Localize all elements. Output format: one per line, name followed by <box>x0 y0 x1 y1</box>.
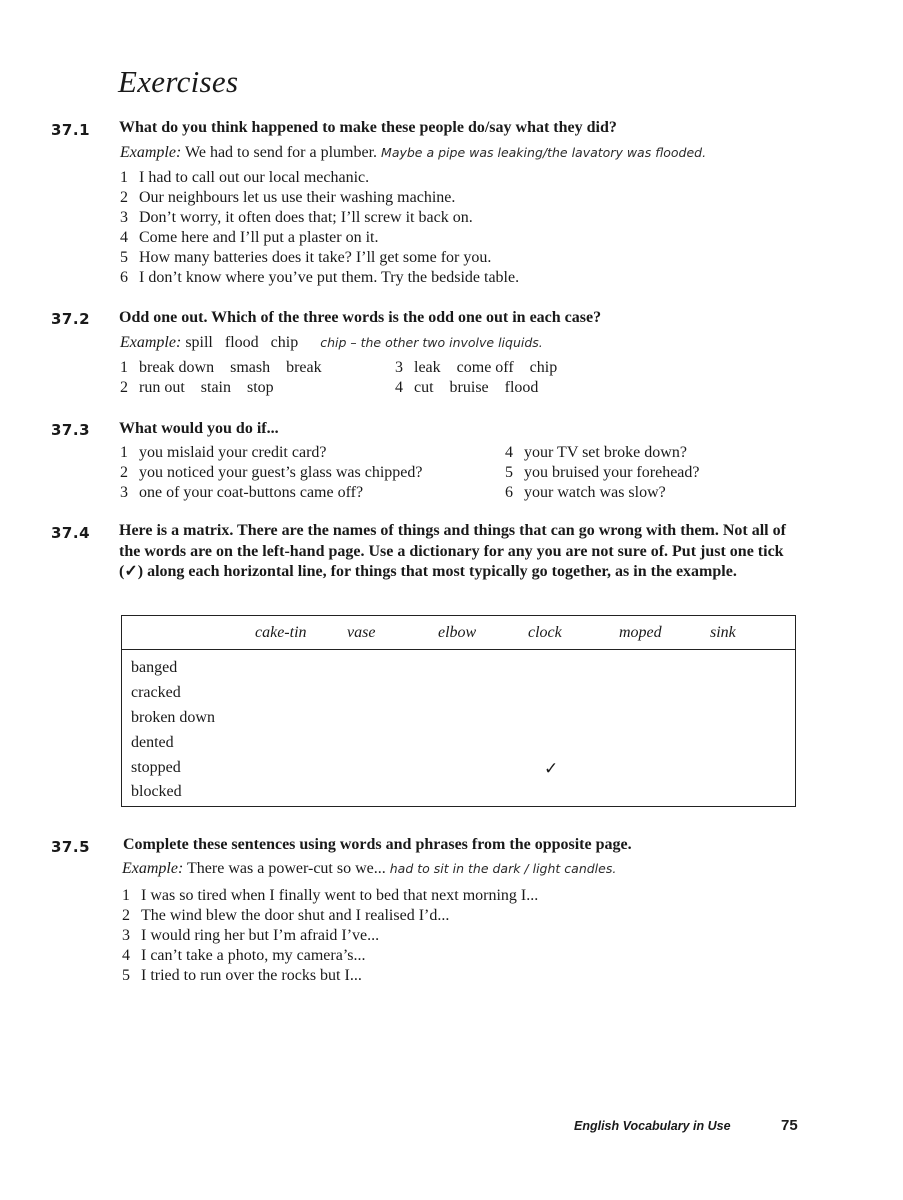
list-item: 2 you noticed your guest’s glass was chipped? <box>120 464 423 481</box>
exercise-list-right <box>505 443 700 503</box>
word-set: 4 cut bruise flood <box>395 379 539 396</box>
exercise-instruction: What do you think happened to make these people do/say what they did? <box>119 119 617 136</box>
list-item: 5 How many batteries does it take? I’ll get some for you. <box>120 249 492 266</box>
exercise-list <box>120 168 519 288</box>
example-label: Example: <box>122 860 184 877</box>
exercise-number: 37.1 <box>51 121 91 139</box>
exercise-instruction: Odd one out. Which of the three words is the odd one out in each case? <box>119 309 602 326</box>
example-label: Example: <box>120 334 182 351</box>
book-title: English Vocabulary in Use <box>574 1119 731 1133</box>
row-label: stopped <box>131 759 181 776</box>
example-answer: chip – the other two involve liquids. <box>320 335 543 350</box>
column-header: sink <box>710 624 736 641</box>
exercise-list-left <box>120 443 423 503</box>
list-item: 6 I don’t know where you’ve put them. Try the bedside table. <box>120 269 520 286</box>
list-item: 6 your watch was slow? <box>505 484 666 501</box>
row-label: banged <box>131 659 178 676</box>
example-label: Example: <box>120 144 182 161</box>
row-label: cracked <box>131 684 181 701</box>
list-item: 3 one of your coat-buttons came off? <box>120 484 364 501</box>
word-set: 1 break down smash break <box>120 359 322 376</box>
word-set: 3 leak come off chip <box>395 359 558 376</box>
list-item: 5 you bruised your forehead? <box>505 464 700 481</box>
example-line <box>122 860 616 878</box>
list-item: 2 The wind blew the door shut and I realised I’d... <box>122 907 450 924</box>
column-header: elbow <box>438 624 477 641</box>
example-answer: Maybe a pipe was leaking/the lavatory was flooded. <box>381 145 707 160</box>
list-item: 2 Our neighbours let us use their washing machine. <box>120 189 456 206</box>
row-label: dented <box>131 734 174 751</box>
exercise-number: 37.4 <box>51 524 91 542</box>
list-item: 5 I tried to run over the rocks but I... <box>122 967 362 984</box>
row-label: blocked <box>131 783 182 800</box>
list-item: 3 Don’t worry, it often does that; I’ll screw it back on. <box>120 209 473 226</box>
column-header: cake-tin <box>255 624 307 641</box>
tick-mark: ✓ <box>544 759 559 778</box>
list-item: 3 I would ring her but I’m afraid I’ve... <box>122 927 380 944</box>
example-text: We had to send for a plumber. <box>185 144 378 161</box>
example-answer: had to sit in the dark / light candles. <box>389 861 617 876</box>
column-header: moped <box>619 624 662 641</box>
column-header: vase <box>347 624 376 641</box>
page-title: Exercises <box>118 64 239 99</box>
exercise-instruction: Here is a matrix. There are the names of things and things that can go wrong with them. Not all of the words are on the left-hand page. Use a dictionary for any you are not sure of. Put just one tick (✓) along each horizontal line, for things that most typically go together, as in the example. <box>119 522 786 580</box>
example-line: Example: spill flood chip chip – the other two involve liquids. <box>120 334 543 351</box>
example-line <box>120 144 706 162</box>
matrix-table <box>121 615 796 807</box>
column-header: clock <box>528 624 562 641</box>
exercise-instruction: Complete these sentences using words and phrases from the opposite page. <box>123 836 632 853</box>
page-number: 75 <box>781 1117 798 1134</box>
list-item: 1 I was so tired when I finally went to bed that next morning I... <box>122 887 539 904</box>
exercise-list <box>122 886 538 986</box>
exercise-instruction: What would you do if... <box>119 420 279 437</box>
exercise-number: 37.2 <box>51 310 91 328</box>
list-item: 1 you mislaid your credit card? <box>120 444 327 461</box>
exercise-number: 37.5 <box>51 838 91 856</box>
exercise-number: 37.3 <box>51 421 91 439</box>
list-item: 4 I can’t take a photo, my camera’s... <box>122 947 366 964</box>
row-label: broken down <box>131 709 215 726</box>
header-divider <box>122 649 795 650</box>
list-item: 1 I had to call out our local mechanic. <box>120 169 370 186</box>
list-item: 4 your TV set broke down? <box>505 444 687 461</box>
word-set: 2 run out stain stop <box>120 379 274 396</box>
list-item: 4 Come here and I’ll put a plaster on it. <box>120 229 379 246</box>
example-text: There was a power-cut so we... <box>187 860 386 877</box>
